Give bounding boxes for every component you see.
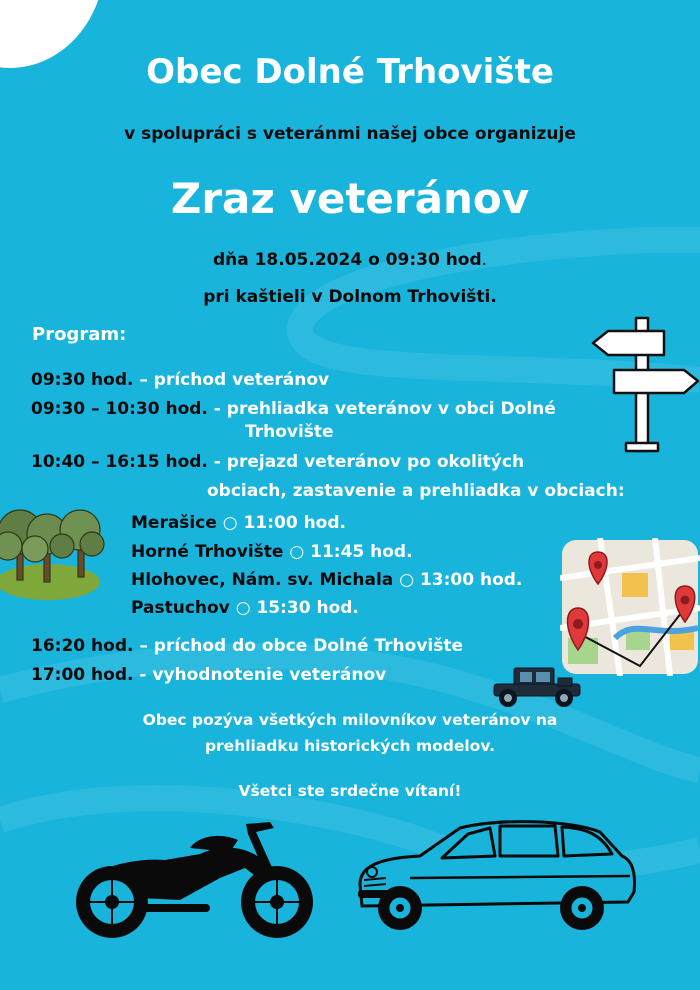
separator-icon: ○	[235, 598, 251, 618]
municipality-name: Pastuchov	[131, 598, 230, 618]
program-item	[31, 636, 463, 656]
program-text: - prejazd veteránov po okolitých	[207, 452, 525, 472]
welcome-text: Všetci ste srdečne vítaní!	[238, 782, 462, 800]
program-text: - vyhodnotenie veteránov	[133, 665, 387, 685]
program-item	[31, 370, 329, 390]
program-time: 09:30 – 10:30 hod.	[31, 399, 208, 419]
program-item	[31, 452, 524, 472]
event-headline: Zraz veteránov	[170, 174, 530, 223]
program-text-cont: obciach, zastavenie a prehliadka v obciach:	[207, 481, 625, 501]
program-text: – príchod do obce Dolné Trhovište	[133, 636, 464, 656]
municipality-name: Horné Trhovište	[131, 542, 284, 562]
municipality-name: Merašice	[131, 513, 217, 533]
municipality-time: 13:00 hod.	[419, 570, 523, 590]
municipality-item	[131, 542, 413, 562]
invitation-line-1: Obec pozýva všetkých milovníkov veteránov na	[142, 711, 558, 729]
municipality-time: 11:45 hod.	[310, 542, 413, 562]
vintage-car-icon	[488, 664, 586, 710]
municipality-item	[131, 513, 346, 533]
trees-icon	[0, 494, 110, 604]
event-location: pri kaštieli v Dolnom Trhovišti.	[203, 287, 497, 307]
program-label: Program:	[32, 324, 127, 345]
municipality-name: Hlohovec, Nám. sv. Michala	[131, 570, 394, 590]
map-pins-icon	[560, 538, 700, 676]
municipality-time: 15:30 hod.	[256, 598, 359, 618]
program-time: 17:00 hod.	[31, 665, 134, 685]
signpost-icon	[588, 315, 700, 455]
event-date-text: dňa 18.05.2024 o 09:30 hod	[212, 250, 482, 270]
municipality-item	[131, 570, 522, 590]
program-text-cont: Trhovište	[245, 422, 334, 442]
classic-car-icon	[350, 814, 640, 934]
program-text: - prehliadka veteránov v obci Dolné	[207, 399, 556, 419]
separator-icon: ○	[222, 513, 238, 533]
program-text: – príchod veteránov	[133, 370, 330, 390]
program-time: 16:20 hod.	[31, 636, 134, 656]
municipality-item	[131, 598, 359, 618]
program-item	[31, 665, 386, 685]
subtitle: v spolupráci s veteránmi našej obce organizuje	[124, 124, 576, 144]
program-time: 10:40 – 16:15 hod.	[31, 452, 208, 472]
separator-icon: ○	[399, 570, 415, 590]
municipality-time: 11:00 hod.	[243, 513, 346, 533]
program-item	[31, 399, 556, 419]
event-date-dot: .	[481, 250, 488, 270]
invitation-line-2: prehliadku historických modelov.	[204, 737, 496, 755]
motorcycle-icon	[70, 818, 320, 943]
event-date	[0, 250, 700, 270]
separator-icon: ○	[289, 542, 305, 562]
page-title: Obec Dolné Trhovište	[146, 52, 554, 92]
program-time: 09:30 hod.	[31, 370, 134, 390]
